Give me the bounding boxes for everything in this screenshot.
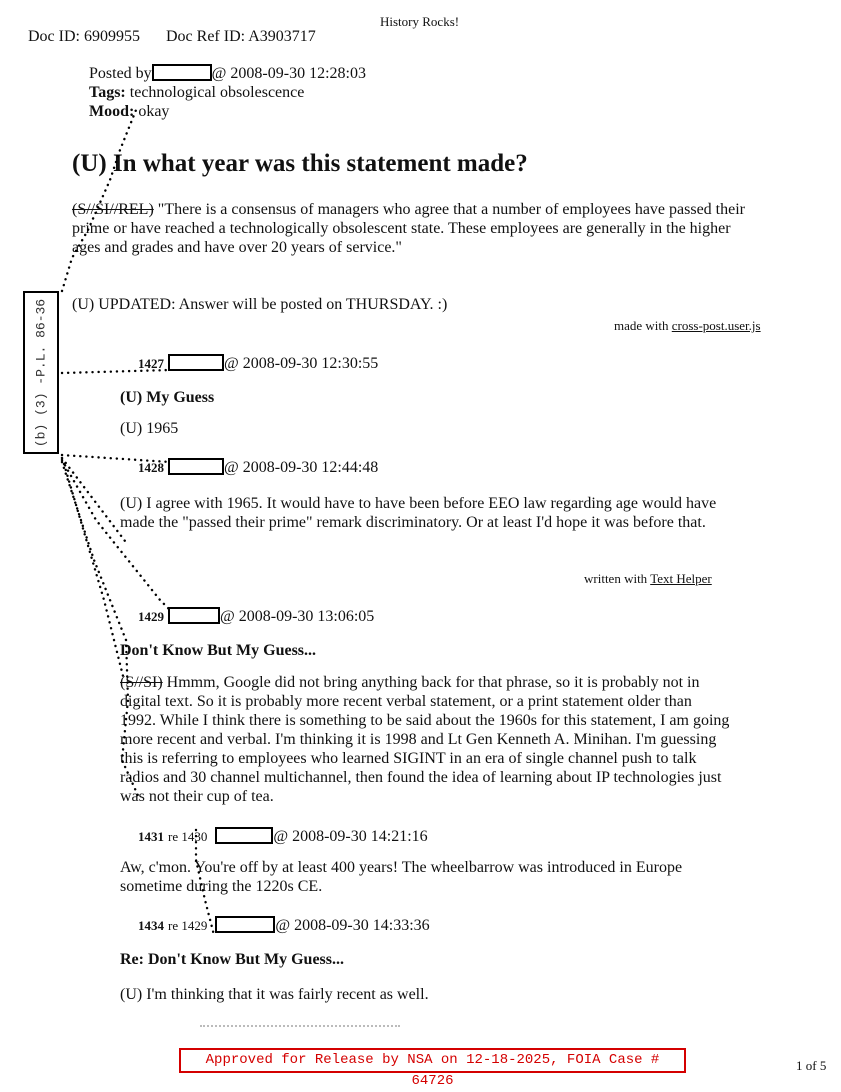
made-with-line xyxy=(614,318,761,334)
comment-title: (U) My Guess xyxy=(120,389,215,406)
doc-id: Doc ID: 6909955 xyxy=(28,28,140,45)
comment-id: 1429 xyxy=(138,609,164,624)
comment-timestamp: @ 2008-09-30 13:06:05 xyxy=(220,608,375,625)
mood-value: okay xyxy=(138,103,170,120)
redaction-box xyxy=(215,827,273,844)
mood-line xyxy=(89,103,169,121)
release-stamp: Approved for Release by NSA on 12-18-2025, FOIA Case # 64726 xyxy=(179,1048,686,1073)
post-title: (U) In what year was this statement made? xyxy=(72,150,528,177)
cutoff-line xyxy=(200,1025,400,1031)
site-title: History Rocks! xyxy=(380,14,460,29)
comment-header xyxy=(138,827,428,846)
tags-value: technological obsolescence xyxy=(129,84,305,101)
comment-id: 1434 xyxy=(138,918,164,933)
post-body xyxy=(72,200,762,257)
posted-by-label: Posted by xyxy=(89,65,152,82)
redaction-box xyxy=(215,916,275,933)
comment-header xyxy=(138,354,378,373)
comment-title: Re: Don't Know But My Guess... xyxy=(120,951,345,968)
doc-ref-id: Doc Ref ID: A3903717 xyxy=(166,28,316,45)
classification-marking: (S//SI//REL) xyxy=(72,201,154,218)
comment-reply-ref: re 1430 xyxy=(168,829,208,844)
comment-id: 1428 xyxy=(138,460,164,475)
comment-header xyxy=(138,916,430,935)
written-with-line xyxy=(584,571,712,587)
comment-body: (U) 1965 xyxy=(120,420,179,437)
tags-label: Tags: xyxy=(89,84,126,101)
comment-body: (U) I'm thinking that it was fairly recent as well. xyxy=(120,986,429,1003)
comment-timestamp: @ 2008-09-30 12:44:48 xyxy=(224,459,379,476)
text-helper-link[interactable]: Text Helper xyxy=(650,571,712,586)
comment-timestamp: @ 2008-09-30 12:30:55 xyxy=(224,355,379,372)
comment-timestamp: @ 2008-09-30 14:21:16 xyxy=(273,828,428,845)
comment-id: 1431 xyxy=(138,829,164,844)
redaction-box xyxy=(168,354,224,371)
page-number: 1 of 5 xyxy=(796,1058,827,1073)
comment-body: Aw, c'mon. You're off by at least 400 years! The wheelbarrow was introduced in Europe sometime during the 1220s CE. xyxy=(120,859,683,895)
comment-header xyxy=(138,607,374,626)
redaction-box xyxy=(152,64,212,81)
redaction-box xyxy=(168,458,224,475)
written-with-label: written with xyxy=(584,571,648,586)
exemption-box xyxy=(23,291,59,454)
comment-timestamp: @ 2008-09-30 14:33:36 xyxy=(275,917,430,934)
post-body-text: "There is a consensus of managers who agree that a number of employees have passed their prime or have reached a technologically obsolescent state. These employees are generally in the higher ages and grades and have over 20 years of service." xyxy=(72,201,745,256)
exemption-label: (b) (3) -P.L. 86-36 xyxy=(33,298,49,447)
cross-post-link[interactable]: cross-post.user.js xyxy=(671,318,761,333)
comment-id: 1427 xyxy=(138,356,164,371)
post-timestamp: @ 2008-09-30 12:28:03 xyxy=(211,65,366,82)
tags-line xyxy=(89,84,304,102)
comment-body: (U) I agree with 1965. It would have to have been before EEO law regarding age would have made the "passed their prime" remark discriminatory. Or at least I'd hope it was before that. xyxy=(120,495,717,531)
comment-body xyxy=(120,673,730,806)
posted-by-line xyxy=(89,64,366,83)
comment-body-text: Hmmm, Google did not bring anything back for that phrase, so it is probably not in digital text. So it is probably more recent verbal statement, or a print statement older than 1992. While I think there is something to be said about the 1960s for this statement, I am going more recent and verbal. I'm thinking it is 1998 and Lt Gen Kenneth A. Minihan. I'm guessing this is referring to employees who learned SIGINT in an era of single channel push to talk radios and 30 channel multichannel, then found the idea of learning about IP technologies just was not their cup of tea. xyxy=(120,674,730,805)
comment-title: Don't Know But My Guess... xyxy=(120,642,317,659)
made-with-label: made with xyxy=(614,318,669,333)
update-note: (U) UPDATED: Answer will be posted on THURSDAY. :) xyxy=(72,296,448,313)
redaction-box xyxy=(168,607,220,624)
mood-label: Mood: xyxy=(89,103,135,120)
comment-reply-ref: re 1429 xyxy=(168,918,208,933)
comment-header xyxy=(138,458,378,477)
classification-marking: (S//SI) xyxy=(120,674,163,691)
